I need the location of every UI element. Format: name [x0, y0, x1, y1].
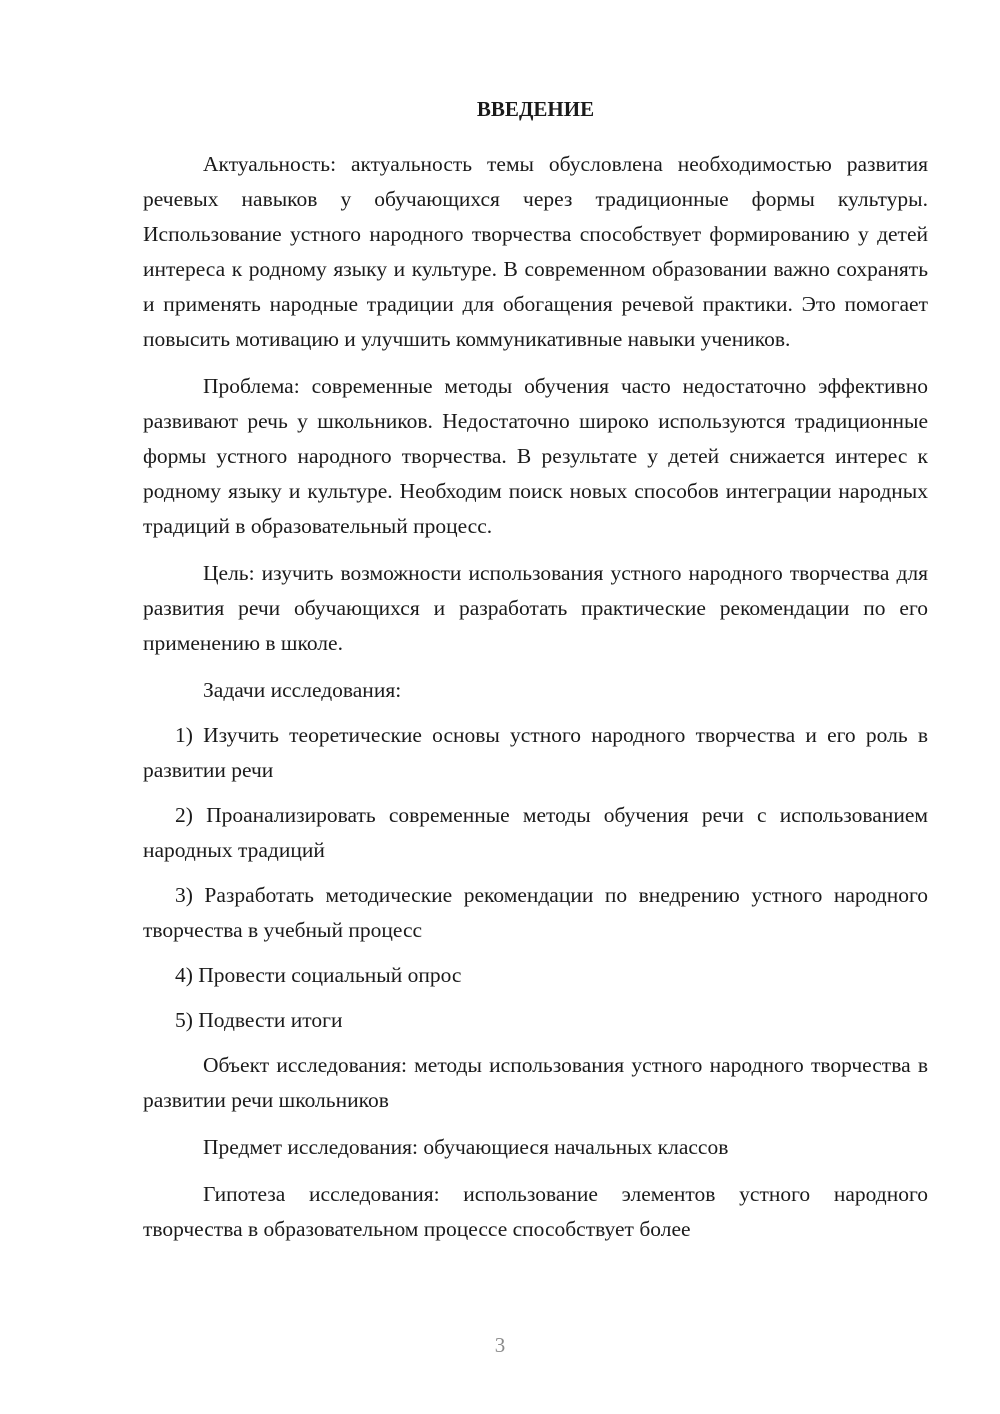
- hypothesis-paragraph: Гипотеза исследования: использование элементов устного народного творчества в образовательном процессе способствует более: [143, 1182, 928, 1241]
- subject-paragraph: Предмет исследования: обучающиеся начальных классов: [203, 1135, 729, 1159]
- object-paragraph: Объект исследования: методы использования устного народного творчества в развитии речи школьников: [143, 1053, 928, 1112]
- task-item: 3) Разработать методические рекомендации по внедрению устного народного творчества в учебный процесс: [143, 883, 928, 942]
- tasks-heading: Задачи исследования:: [203, 678, 402, 702]
- problem-paragraph: Проблема: современные методы обучения часто недостаточно эффективно развивают речь у школьников. Недостаточно широко используются традиционные формы устного народного творчества. В результате у детей снижается интерес к родному языку и культуре. Необходим поиск новых способов интеграции народных традиций в образовательный процесс.: [143, 374, 928, 538]
- task-item: 4) Провести социальный опрос: [175, 963, 462, 987]
- document-body: [143, 92, 928, 1259]
- page-number: 3: [494, 1333, 506, 1357]
- section-title: ВВЕДЕНИЕ: [476, 97, 595, 121]
- relevance-paragraph: Актуальность: актуальность темы обусловлена необходимостью развития речевых навыков у обучающихся через традиционные формы культуры. Использование устного народного творчества способствует формированию у детей интереса к родному языку и культуре. В современном образовании важно сохранять и применять народные традиции для обогащения речевой практики. Это помогает повысить мотивацию и улучшить коммуникативные навыки учеников.: [143, 152, 928, 351]
- task-item: 1) Изучить теоретические основы устного народного творчества и его роль в развитии речи: [143, 723, 928, 782]
- goal-paragraph: Цель: изучить возможности использования устного народного творчества для развития речи обучающихся и разработать практические рекомендации по его применению в школе.: [143, 561, 928, 655]
- task-item: 2) Проанализировать современные методы обучения речи с использованием народных традиций: [143, 803, 928, 862]
- tasks-list: [143, 718, 928, 1038]
- task-item: 5) Подвести итоги: [175, 1008, 343, 1032]
